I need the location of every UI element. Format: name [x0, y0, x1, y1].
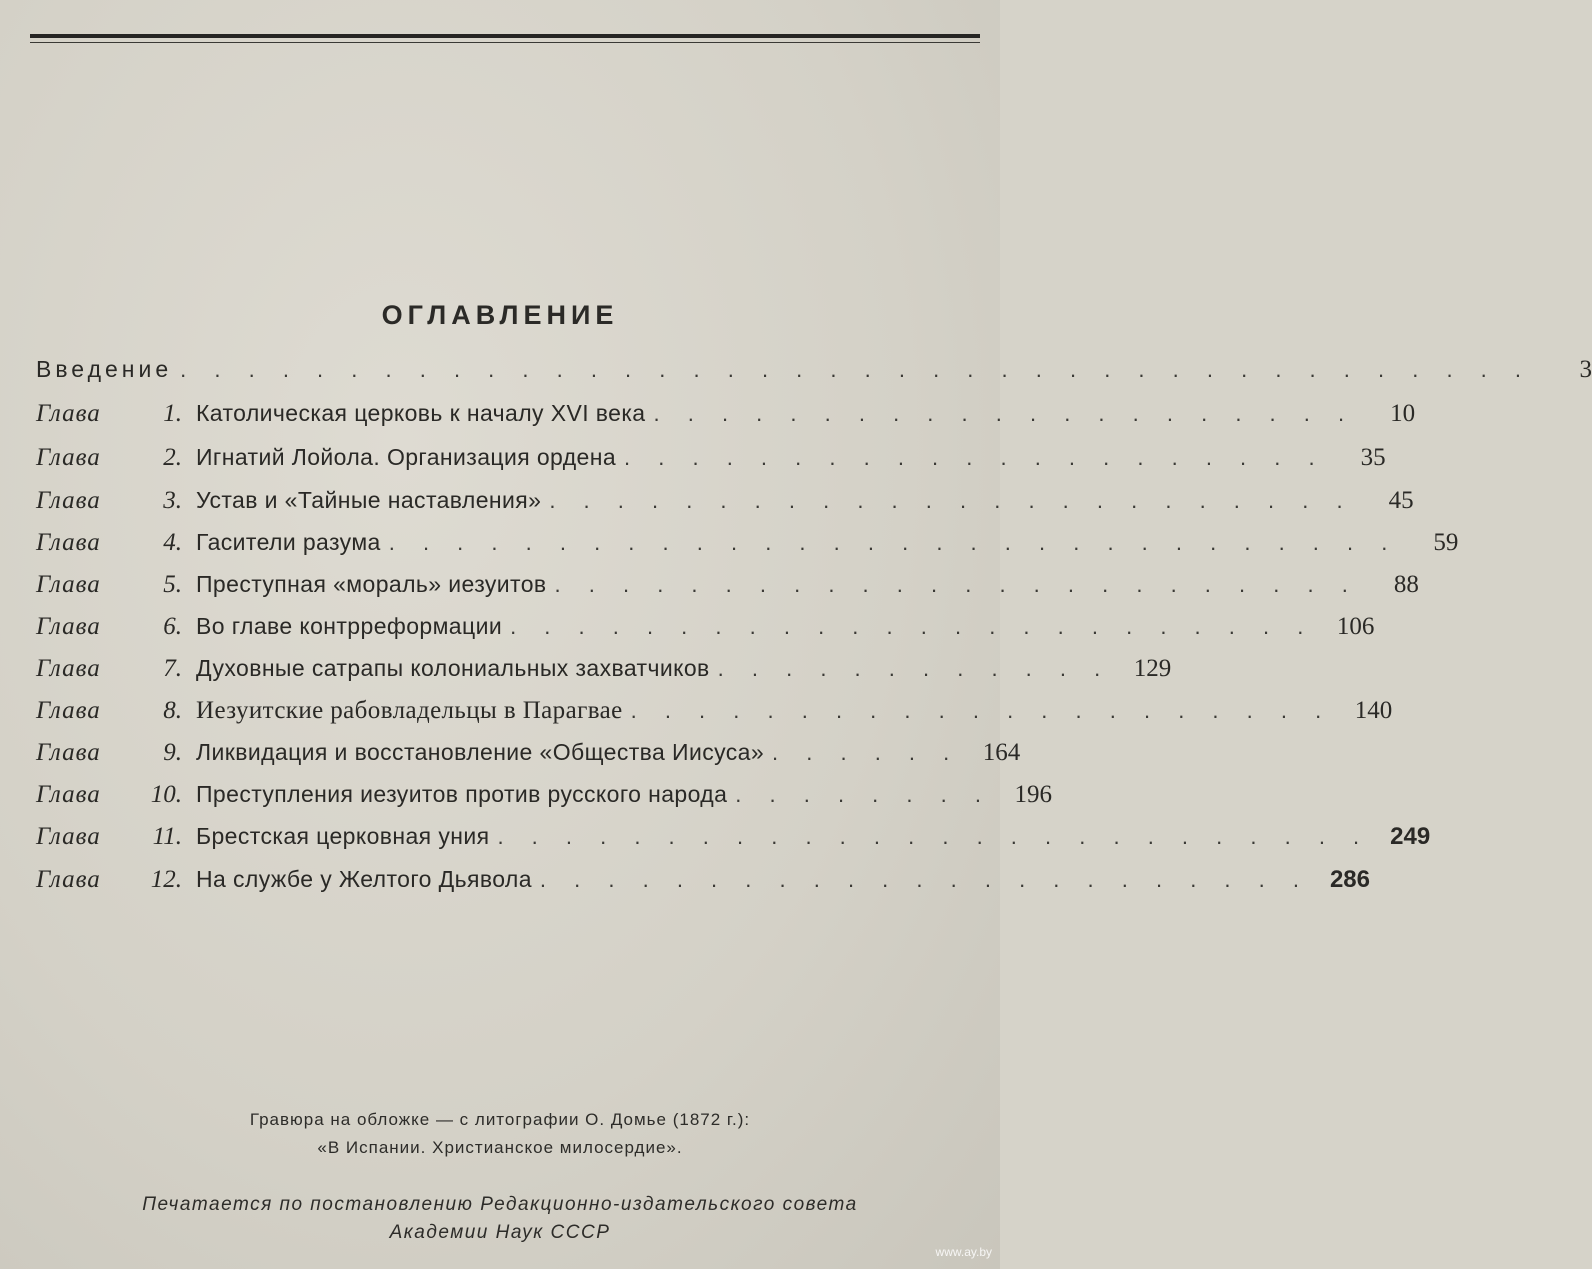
chapter-title: Брестская церковная уния — [196, 823, 490, 849]
page-number: 196 — [1014, 781, 1052, 808]
chapter-number: 4. — [163, 529, 182, 556]
toc-entry-intro — [36, 356, 1592, 390]
toc-entry-chapter-11 — [36, 823, 1431, 857]
chapter-title: Духовные сатрапы колониальных захватчиков — [196, 655, 710, 681]
page-number: 59 — [1433, 529, 1459, 556]
chapter-title: На службе у Желтого Дьявола — [196, 866, 532, 892]
chapter-title: Иезуитские рабовладельцы в Парагвае — [196, 697, 623, 724]
toc-entry-chapter-2 — [36, 444, 1386, 478]
chapter-number: 11. — [152, 823, 182, 850]
chapter-title: Во главе контрреформации — [196, 613, 503, 639]
top-rule-thin — [30, 42, 980, 43]
dot-leader: . . . . . . — [772, 740, 961, 765]
dot-leader: . . . . . . . . . . . . . . . . . . . . . . . . . . . . . . — [388, 530, 1399, 555]
top-rule-thick — [30, 34, 980, 38]
page-number: 286 — [1329, 866, 1370, 893]
chapter-number: 5. — [163, 571, 182, 598]
chapter-number: 6. — [163, 613, 182, 640]
page-number: 45 — [1388, 487, 1414, 514]
dot-leader: . . . . . . . . . . . . . . . . . . . . . . . . . . — [497, 824, 1371, 849]
toc-entry-chapter-9 — [36, 739, 1021, 773]
toc-entry-chapter-8 — [36, 697, 1393, 731]
chapter-label: Глава — [36, 823, 101, 850]
toc-entry-chapter-4 — [36, 529, 1459, 563]
chapter-label: Глава — [36, 866, 101, 893]
chapter-number: 7. — [163, 655, 182, 682]
dot-leader: . . . . . . . . . . . . . . . . . . . . . . . . — [549, 488, 1354, 513]
chapter-title: Ликвидация и восстановление «Общества Иисуса» — [196, 739, 765, 765]
dot-leader: . . . . . . . . — [735, 782, 992, 807]
chapter-label: Глава — [36, 444, 101, 471]
watermark: www.ay.by — [935, 1245, 992, 1259]
toc-heading: ОГЛАВЛЕНИЕ — [381, 300, 619, 330]
chapter-label: Глава — [36, 697, 101, 724]
imprint-line-1: Печатается по постановлению Редакционно-издательского совета — [142, 1194, 858, 1215]
page-number: 106 — [1336, 613, 1375, 640]
chapter-label: Глава — [36, 487, 101, 514]
dot-leader: . . . . . . . . . . . . . . . . . . . . . . . — [539, 867, 1310, 892]
chapter-title: Гасители разума — [196, 529, 381, 555]
page-number: 10 — [1390, 400, 1416, 427]
toc-entry-chapter-3 — [36, 487, 1414, 521]
chapter-title: Устав и «Тайные наставления» — [196, 487, 542, 513]
chapter-label: Глава — [36, 655, 101, 682]
dot-leader: . . . . . . . . . . . . — [717, 656, 1112, 681]
page-number: 249 — [1390, 823, 1431, 850]
chapter-title: Игнатий Лойола. Организация ордена — [196, 444, 617, 470]
dot-leader: . . . . . . . . . . . . . . . . . . . . . . . . — [554, 572, 1359, 597]
chapter-label: Глава — [36, 739, 101, 766]
toc-entry-chapter-6 — [36, 613, 1375, 647]
chapter-number: 12. — [150, 866, 182, 893]
chapter-label: Глава — [36, 781, 101, 808]
chapter-label: Глава — [36, 529, 101, 556]
page-number: 129 — [1133, 655, 1172, 682]
chapter-number: 9. — [163, 739, 182, 766]
toc-entry-chapter-5 — [36, 571, 1419, 605]
dot-leader: . . . . . . . . . . . . . . . . . . . . . . . . — [510, 614, 1315, 639]
page-number: 140 — [1354, 697, 1393, 724]
chapter-label: Глава — [36, 613, 101, 640]
toc-entry-chapter-12 — [36, 866, 1370, 900]
dot-leader: . . . . . . . . . . . . . . . . . . . . . . . . . . . . . . . . . . . . . . . . — [180, 357, 1533, 382]
chapter-label: Глава — [36, 571, 101, 598]
chapter-title: Католическая церковь к началу XVI века — [196, 400, 646, 426]
dot-leader: . . . . . . . . . . . . . . . . . . . . . — [630, 698, 1333, 723]
dot-leader: . . . . . . . . . . . . . . . . . . . . . — [624, 445, 1326, 470]
cover-note-line-1: Гравюра на обложке — с литографии О. Домье (1872 г.): — [249, 1110, 751, 1129]
chapter-label: Глава — [36, 400, 101, 427]
chapter-number: 3. — [163, 487, 182, 514]
toc-entry-chapter-1 — [36, 400, 1416, 434]
toc-entry-chapter-10 — [36, 781, 1052, 815]
chapter-title: Преступная «мораль» иезуитов — [196, 571, 547, 597]
toc-entry-chapter-7 — [36, 655, 1172, 689]
chapter-number: 10. — [150, 781, 182, 808]
chapter-number: 1. — [163, 400, 182, 427]
dot-leader: . . . . . . . . . . . . . . . . . . . . . — [653, 401, 1356, 426]
page-number: 164 — [982, 739, 1021, 766]
chapter-title: Преступления иезуитов против русского народа — [196, 781, 728, 807]
page-number: 3 — [1579, 356, 1592, 383]
page-number: 35 — [1360, 444, 1386, 471]
chapter-number: 2. — [163, 444, 182, 471]
page-number: 88 — [1393, 571, 1419, 598]
imprint-line-2: Академии Наук СССР — [389, 1222, 611, 1243]
intro-label: Введение — [36, 356, 173, 382]
chapter-number: 8. — [163, 697, 182, 724]
cover-note-line-2: «В Испании. Христианское милосердие». — [317, 1138, 683, 1157]
